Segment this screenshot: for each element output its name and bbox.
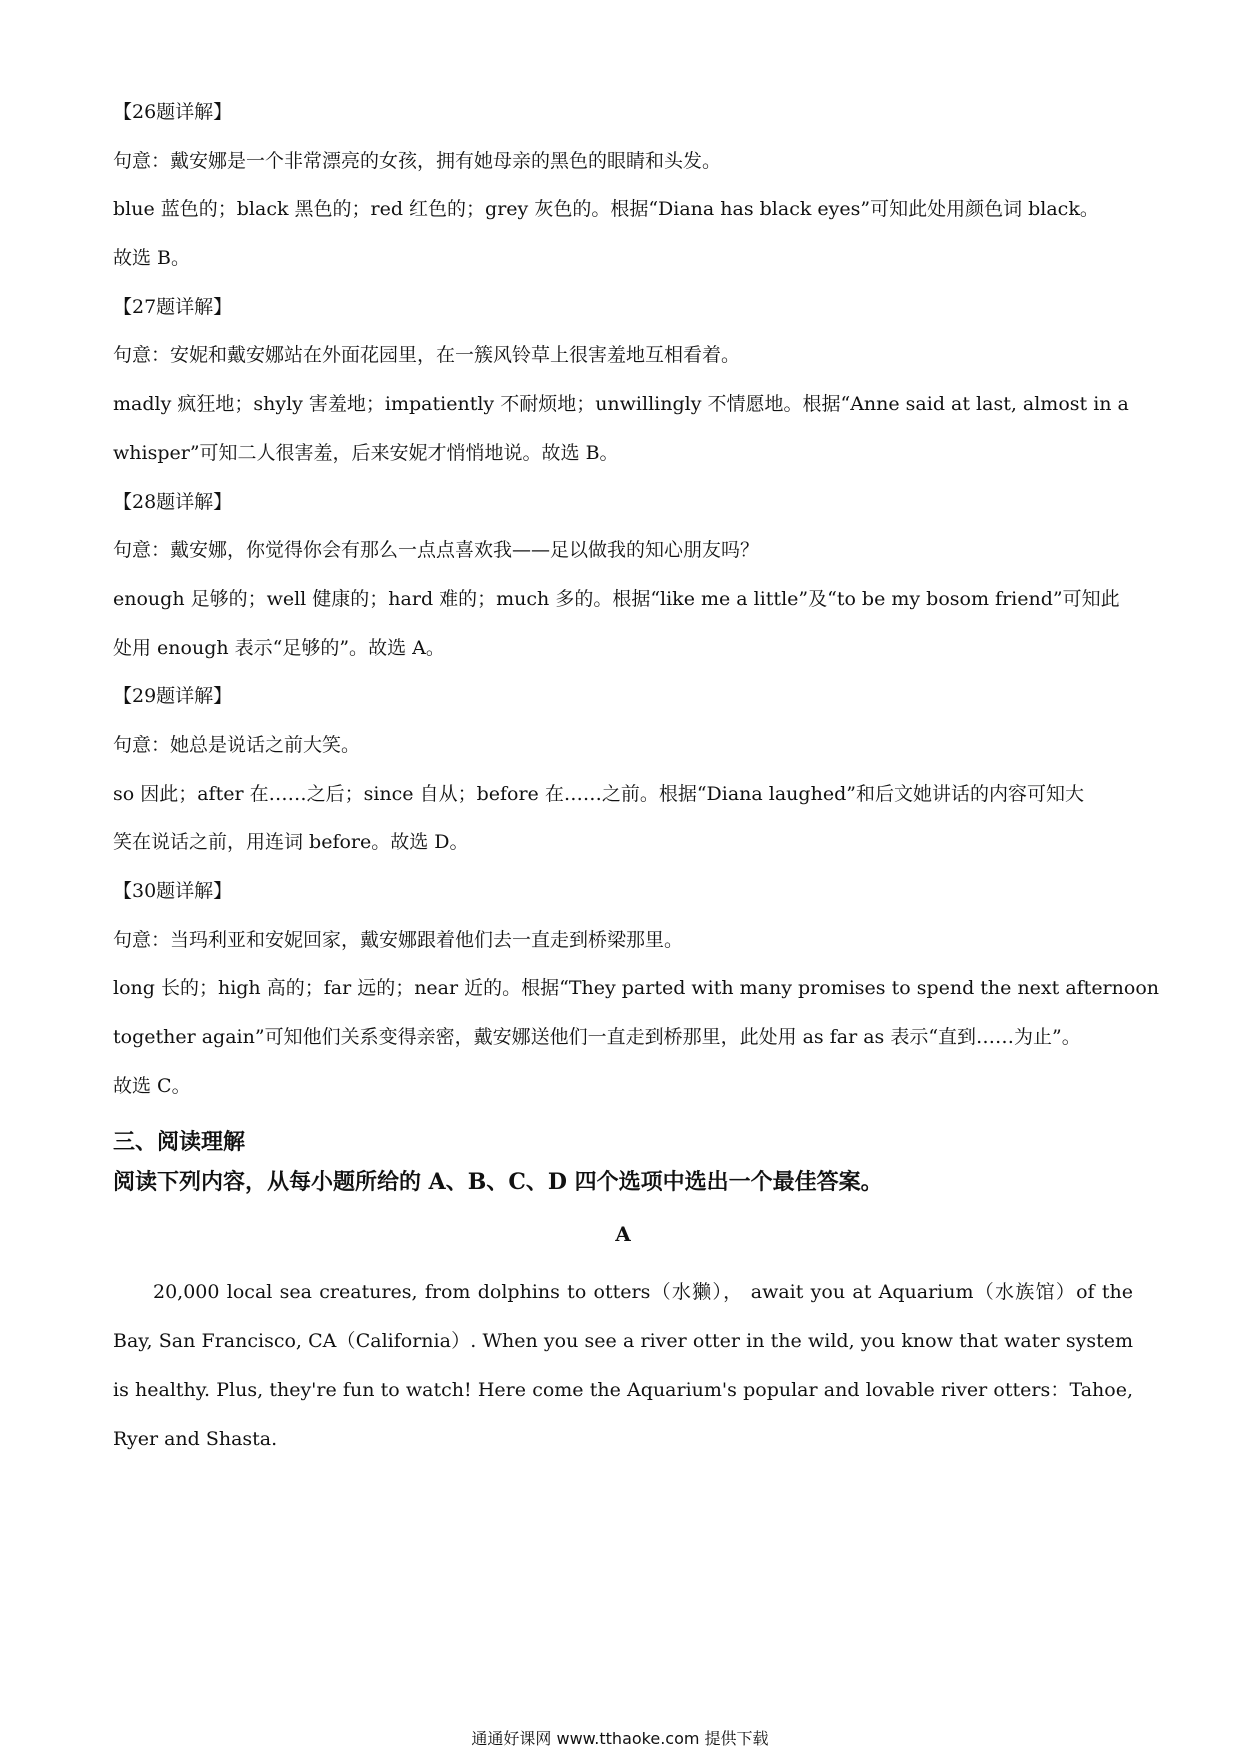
analysis-line: together again”可知他们关系变得亲密，戴安娜送他们一直走到桥那里，此处用 as far as 表示“直到……为止”。 xyxy=(113,1026,1081,1049)
analysis-line: 故选 C。 xyxy=(113,1074,191,1097)
explanation-27 xyxy=(113,293,1133,488)
sentence-meaning: 句意：戴安娜，你觉得你会有那么一点点喜欢我——足以做我的知心朋友吗？ xyxy=(113,539,760,562)
analysis-line: blue 蓝色的；black 黑色的；red 红色的；grey 灰色的。根据“Diana has black eyes”可知此处用颜色词 black。 xyxy=(113,198,1099,221)
analysis-line: madly 疯狂地；shyly 害羞地；impatiently 不耐烦地；unwillingly 不情愿地。根据“Anne said at last, almost in a xyxy=(113,393,1129,416)
sentence-meaning: 句意：当玛利亚和安妮回家，戴安娜跟着他们去一直走到桥梁那里。 xyxy=(113,928,684,951)
section-title: 三、阅读理解 xyxy=(113,1129,246,1156)
sentence-meaning: 句意：戴安娜是一个非常漂亮的女孩，拥有她母亲的黑色的眼睛和头发。 xyxy=(113,149,722,172)
explanation-26 xyxy=(113,98,1133,293)
analysis-line: whisper”可知二人很害羞，后来安妮才悄悄地说。故选 B。 xyxy=(113,441,619,464)
analysis-line: so 因此；after 在……之后；since 自从；before 在……之前。根据“Diana laughed”和后文她讲话的内容可知大 xyxy=(113,782,1084,805)
explanation-28 xyxy=(113,488,1133,683)
sentence-meaning: 句意：安妮和戴安娜站在外面花园里，在一簇风铃草上很害羞地互相看着。 xyxy=(113,344,741,367)
explanation-header: 【29题详解】 xyxy=(113,685,233,708)
analysis-line: 故选 B。 xyxy=(113,247,191,270)
analysis-line: long 长的；high 高的；far 远的；near 近的。根据“They parted with many promises to spend the next afternoon xyxy=(113,977,1159,1000)
explanation-30 xyxy=(113,877,1159,1120)
passage-text: 20,000 local sea creatures, from dolphins to otters（水獭）， await you at Aquarium（水族馆）of the Bay, San Francisco, CA（California）. When you see a river otter in the wild, you know that water system is healthy. Plus, they're fun to watch! Here come the Aquarium's popular and lovable river otters：Tahoe, Ryer and Shasta. xyxy=(113,1281,1133,1450)
analysis-line: 笑在说话之前，用连词 before。故选 D。 xyxy=(113,831,469,854)
explanation-29 xyxy=(113,682,1133,877)
sentence-meaning: 句意：她总是说话之前大笑。 xyxy=(113,733,361,756)
explanation-header: 【28题详解】 xyxy=(113,490,233,513)
page-footer: 通通好课网 www.tthaoke.com 提供下载 xyxy=(471,1729,769,1748)
analysis-line: enough 足够的；well 健康的；hard 难的；much 多的。根据“like me a little”及“to be my bosom friend”可知此 xyxy=(113,587,1120,610)
explanation-header: 【30题详解】 xyxy=(113,880,233,902)
page-content xyxy=(113,98,1159,1463)
section-instruction: 阅读下列内容，从每小题所给的 A、B、C、D 四个选项中选出一个最佳答案。 xyxy=(113,1169,883,1196)
explanation-header: 【26题详解】 xyxy=(113,101,233,123)
passage-label: A xyxy=(615,1222,631,1247)
analysis-line: 处用 enough 表示“足够的”。故选 A。 xyxy=(113,636,445,659)
explanation-header: 【27题详解】 xyxy=(113,295,233,318)
